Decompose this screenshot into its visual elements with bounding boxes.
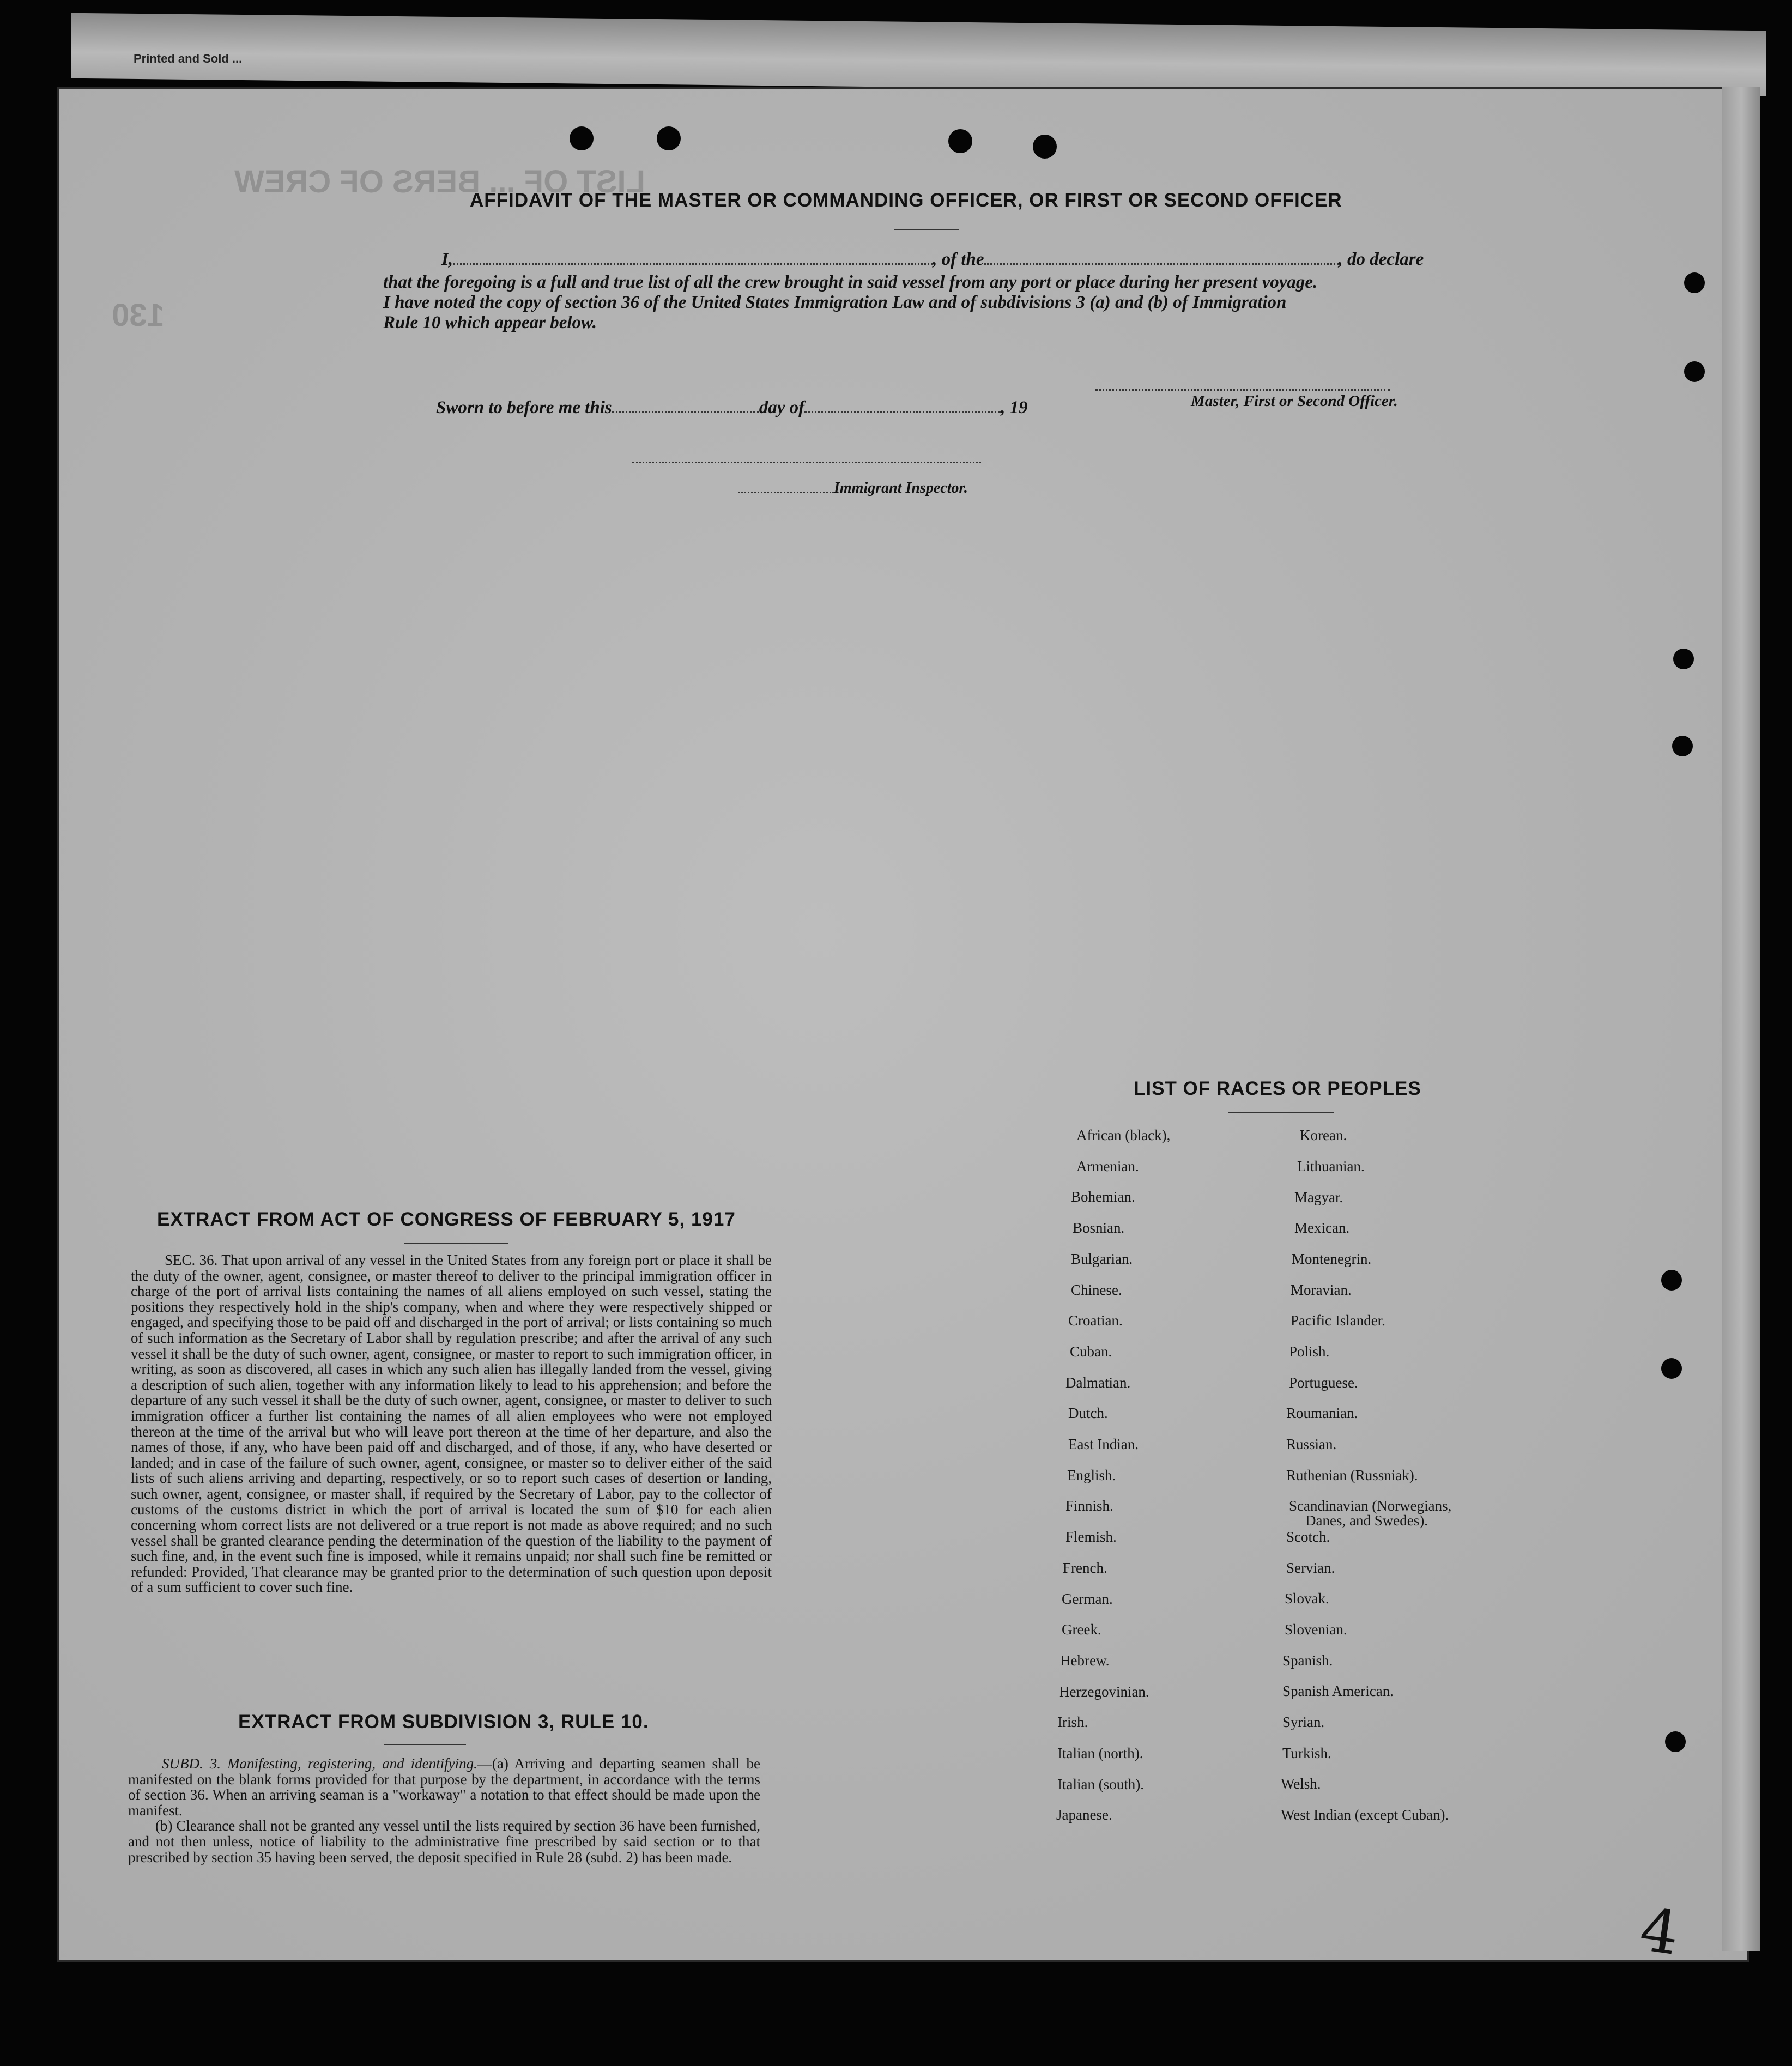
- race-item: Flemish.: [1065, 1529, 1117, 1546]
- vessel-blank: [984, 251, 1339, 265]
- month-blank: [804, 399, 1001, 413]
- affidavit-line-2: that the foregoing is a full and true list of all the crew brought in said vessel from any port or place during her present voyage.: [383, 272, 1318, 292]
- ghost-title: LIST OF ... BERS OF CREW: [234, 164, 645, 199]
- race-item: Bulgarian.: [1071, 1250, 1133, 1267]
- race-item: Scandinavian (Norwegians,: [1289, 1498, 1452, 1514]
- race-item: Welsh.: [1281, 1776, 1321, 1792]
- form-sheet: [57, 87, 1749, 1962]
- subd-a-text: —(a) Arriving and departing seamen shall be manifested on the blank forms provided for that purpose by the department, in accordance with the terms of section 36. When an arriving seaman is a "workaway" a notation to that effect should be made upon the manifest.: [128, 1755, 760, 1819]
- race-item: Dalmatian.: [1065, 1374, 1131, 1391]
- race-item: Servian.: [1286, 1560, 1335, 1576]
- rule-extract-heading: EXTRACT FROM SUBDIVISION 3, RULE 10.: [238, 1711, 649, 1732]
- punch-hole-icon: [657, 126, 681, 150]
- race-item: Danes, and Swedes).: [1305, 1512, 1428, 1529]
- race-item: Polish.: [1289, 1343, 1330, 1360]
- race-item: African (black),: [1076, 1127, 1171, 1143]
- race-item: Greek.: [1062, 1621, 1101, 1638]
- race-item: Cuban.: [1070, 1343, 1112, 1360]
- affidavit-line-4: Rule 10 which appear below.: [383, 313, 597, 332]
- act-extract-heading: EXTRACT FROM ACT OF CONGRESS OF FEBRUARY 5, 1917: [157, 1209, 736, 1230]
- sworn-line: [436, 398, 1028, 418]
- races-heading: LIST OF RACES OR PEOPLES: [1134, 1078, 1421, 1099]
- sheet-edge: [1722, 87, 1760, 1951]
- race-item: Croatian.: [1068, 1312, 1123, 1329]
- race-item: Pacific Islander.: [1291, 1312, 1385, 1329]
- ghost-number: 130: [112, 298, 165, 333]
- race-item: West Indian (except Cuban).: [1281, 1807, 1449, 1823]
- affidavit-line-3: I have noted the copy of section 36 of the United States Immigration Law and of subdivisions 3 (a) and (b) of Immigration: [383, 293, 1287, 312]
- punch-hole-icon: [1033, 135, 1057, 159]
- race-item: Irish.: [1057, 1714, 1088, 1731]
- punch-hole-icon: [1684, 272, 1705, 293]
- race-item: English.: [1067, 1467, 1116, 1483]
- punch-hole-icon: [1684, 361, 1705, 382]
- i-label: I,: [441, 250, 453, 269]
- punch-hole-icon: [1661, 1358, 1682, 1379]
- day-of-label: day of: [759, 398, 805, 417]
- race-item: Mexican.: [1294, 1220, 1350, 1236]
- race-item: Spanish American.: [1282, 1683, 1394, 1699]
- heading-rule: [1228, 1112, 1334, 1113]
- race-item: German.: [1062, 1590, 1113, 1607]
- sworn-label: Sworn to before me this: [436, 398, 612, 417]
- race-item: Slovenian.: [1285, 1621, 1347, 1638]
- race-item: Hebrew.: [1060, 1652, 1110, 1669]
- top-paper-strip: [71, 13, 1766, 96]
- affidavit-heading: AFFIDAVIT OF THE MASTER OR COMMANDING OFFICER, OR FIRST OR SECOND OFFICER: [470, 190, 1342, 211]
- punch-hole-icon: [1673, 649, 1694, 669]
- subd-b-text: (b) Clearance shall not be granted any vessel until the lists required by section 36 have been furnished, and not then unless, notice of liability to the administrative fine prescribed by said section or to that prescribed by section 35 having been served, the deposit specified in Rule 28 (subd. 2) has been made.: [128, 1817, 760, 1865]
- subd-a-label: SUBD. 3. Manifesting, registering, and identifying.: [162, 1755, 477, 1772]
- punch-hole-icon: [948, 129, 972, 153]
- race-item: Syrian.: [1282, 1714, 1325, 1730]
- race-item: Finnish.: [1065, 1498, 1113, 1514]
- heading-rule: [894, 229, 959, 230]
- top-strip-text: Printed and Sold ...: [134, 52, 243, 65]
- race-item: Italian (north).: [1057, 1745, 1143, 1761]
- rule-10-text: [128, 1756, 760, 1865]
- race-item: Scotch.: [1286, 1529, 1330, 1545]
- race-item: Russian.: [1286, 1436, 1337, 1452]
- year-label: , 19: [1001, 398, 1028, 417]
- race-item: Montenegrin.: [1292, 1251, 1372, 1267]
- race-item: Italian (south).: [1057, 1776, 1144, 1792]
- section-36-text: SEC. 36. That upon arrival of any vessel in the United States from any foreign port or place it shall be the duty of the owner, agent, consignee, or master thereof to deliver to the principal immigration officer in charge of the port of arrival lists containing the names of all aliens employed on such vessel, stating the positions they respectively hold in the ship's company, when and where they were respectively shipped or engaged, and specifying those to be paid off and discharged in the port of arrival; or lists containing so much of such information as the Secretary of Labor shall by regulation prescribe; and after the arrival of any such vessel it shall be the duty of such owner, agent, consignee, or master to report to such immigration officer, in writing, as soon as discovered, all cases in which any such alien has illegally landed from the vessel, giving a description of such alien, together with any information likely to lead to his apprehension; and before the departure of any such vessel it shall be the duty of such owner, agent, consignee, or master to deliver to such immigration officer a further list containing the names of all alien employees who were not employed thereon at the time of the arrival but who will leave port thereon at the time of her departure, and also the names of those, if any, who have been paid off and discharged, and of those, if any, who have deserted or landed; and in case of the failure of such owner, agent, consignee, or master so to deliver either of the said lists of such aliens arriving and departing, respectively, or so to report such cases of desertion or landing, such owner, agent, consignee, or master shall, if required by the Secretary of Labor, pay to the collector of customs of the customs district in which the port of arrival is located the sum of $10 for each alien concerning whom correct lists are not delivered or a true report is not made as above required; and no such vessel shall be granted clearance pending the determination of the question of the liability to the payment of such fine, and, in the event such fine is imposed, while it remains unpaid; nor shall such fine be remitted or refunded: Provided, That clearance may be granted prior to the determination of such question upon deposit of a sum sufficient to cover such fine.: [131, 1252, 772, 1596]
- race-item: Spanish.: [1282, 1652, 1333, 1669]
- do-declare-label: , do declare: [1338, 250, 1424, 269]
- affidavit-line-1: [441, 250, 1424, 270]
- race-item: Ruthenian (Russniak).: [1286, 1467, 1418, 1483]
- race-item: Korean.: [1300, 1127, 1347, 1143]
- race-item: East Indian.: [1068, 1436, 1139, 1452]
- race-item: Herzegovinian.: [1059, 1683, 1149, 1700]
- inspector-signature-blank: [632, 450, 981, 463]
- name-blank: [453, 251, 933, 265]
- heading-rule: [404, 1243, 508, 1244]
- race-item: Portuguese.: [1289, 1374, 1358, 1391]
- punch-hole-icon: [1665, 1731, 1686, 1752]
- handwritten-mark: 4: [1636, 1894, 1684, 1969]
- race-item: Roumanian.: [1286, 1405, 1358, 1421]
- race-item: Slovak.: [1285, 1590, 1329, 1607]
- race-item: Bosnian.: [1073, 1220, 1125, 1237]
- race-item: Japanese.: [1056, 1807, 1112, 1823]
- race-item: Moravian.: [1291, 1282, 1352, 1298]
- punch-hole-icon: [570, 126, 594, 150]
- heading-rule: [384, 1744, 466, 1745]
- race-item: French.: [1063, 1559, 1107, 1576]
- master-label: Master, First or Second Officer.: [1191, 392, 1398, 410]
- punch-hole-icon: [1672, 736, 1693, 756]
- punch-hole-icon: [1661, 1270, 1682, 1291]
- inspector-label: Immigrant Inspector.: [834, 480, 968, 496]
- master-signature-blank: [1095, 377, 1390, 391]
- race-item: Magyar.: [1294, 1189, 1343, 1205]
- of-the-label: , of the: [933, 250, 984, 269]
- race-item: Armenian.: [1076, 1158, 1139, 1174]
- race-item: Lithuanian.: [1297, 1158, 1365, 1174]
- inspector-blank-short: [738, 480, 834, 493]
- race-item: Dutch.: [1068, 1405, 1108, 1422]
- day-blank: [612, 399, 759, 413]
- race-item: Bohemian.: [1071, 1189, 1135, 1205]
- race-item: Chinese.: [1071, 1281, 1122, 1298]
- race-item: Turkish.: [1282, 1745, 1331, 1761]
